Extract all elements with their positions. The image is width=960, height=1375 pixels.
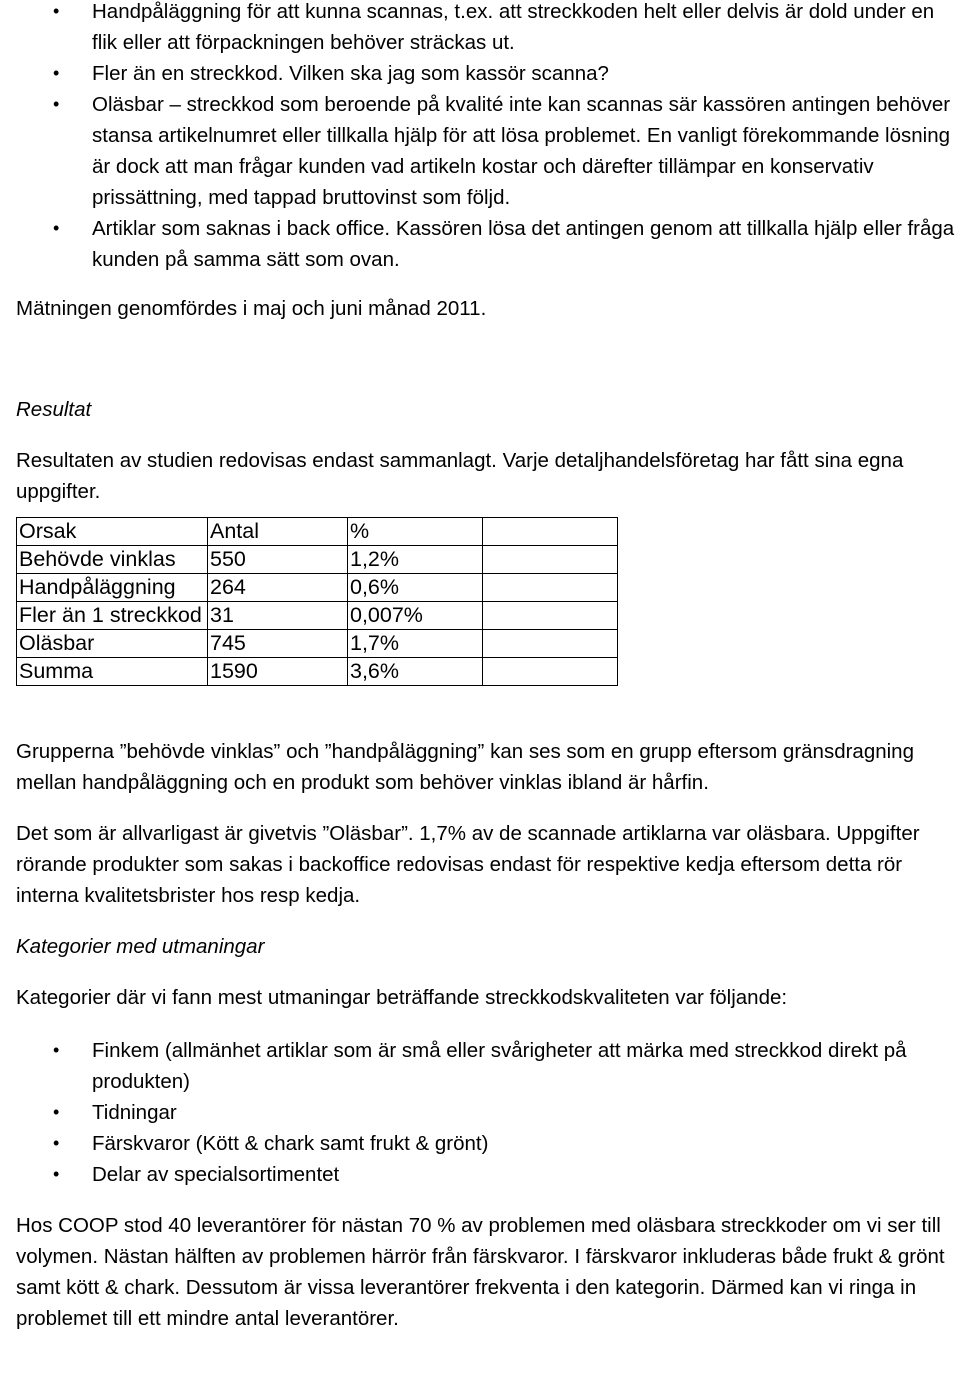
table-cell: 1,7% [348, 630, 483, 658]
table-cell: Oläsbar [17, 630, 208, 658]
table-cell: Behövde vinklas [17, 546, 208, 574]
list-item: • Finkem (allmänhet artiklar som är små eller svårigheter att märka med streckkod direkt på produkten) [16, 1035, 916, 1097]
table-header-cell: Antal [208, 518, 348, 546]
table-cell: 31 [208, 602, 348, 630]
coop-paragraph: Hos COOP stod 40 leverantörer för nästan 70 % av problemen med oläsbara streckkoder om vi ser till volymen. Nästan hälften av problemen härrör från färskvaror. I färskvaror inkluderas både frukt & grönt samt kött & chark. Dessutom är vissa leverantörer frekventa i den kategorin. Därmed kan vi ringa in problemet till ett mindre antal leverantörer. [16, 1214, 945, 1330]
table-cell: Fler än 1 streckkod [17, 602, 208, 630]
groups-paragraph: Grupperna ”behövde vinklas” och ”handpåläggning” kan ses som en grupp eftersom gränsdragning mellan handpåläggning och en produkt som behöver vinklas ibland är hårfin. [16, 740, 914, 794]
table-row [17, 602, 618, 630]
table-row [17, 574, 618, 602]
bullet-icon: • [53, 1040, 60, 1060]
categories-intro-paragraph: Kategorier där vi fann mest utmaningar beträffande streckkodskvaliteten var följande: [16, 986, 788, 1009]
table-header-cell [483, 518, 618, 546]
table-cell [483, 658, 618, 686]
table-cell [483, 630, 618, 658]
bullet-icon: • [53, 1164, 60, 1184]
bullet-icon: • [53, 1, 60, 21]
table-header-row [17, 518, 618, 546]
table-row [17, 630, 618, 658]
table-cell: 3,6% [348, 658, 483, 686]
list-item: • Fler än en streckkod. Vilken ska jag som kassör scanna? [16, 58, 960, 89]
table-cell: 0,007% [348, 602, 483, 630]
table-row [17, 546, 618, 574]
table-header-cell: Orsak [17, 518, 208, 546]
list-item: • Oläsbar – streckkod som beroende på kvalité inte kan scannas sär kassören antingen behöver stansa artikelnumret eller tillkalla hjälp för att lösa problemet. En vanligt förekommande lösning är dock att man frågar kunden vad artikeln kostar och därefter tillämpar en konservativ prissättning, med tappad bruttovinst som följd. [16, 89, 960, 213]
list-item: • Färskvaror (Kött & chark samt frukt & grönt) [16, 1128, 916, 1159]
bullet-icon: • [53, 218, 60, 238]
bullet-icon: • [53, 94, 60, 114]
table-cell: 1590 [208, 658, 348, 686]
results-heading: Resultat [16, 398, 92, 421]
bullet-icon: • [53, 63, 60, 83]
bullet-icon: • [53, 1102, 60, 1122]
list-item: • Delar av specialsortimentet [16, 1159, 916, 1190]
categories-list [16, 1035, 916, 1190]
table-cell: 264 [208, 574, 348, 602]
table-cell [483, 602, 618, 630]
measurement-paragraph: Mätningen genomfördes i maj och juni månad 2011. [16, 297, 487, 320]
results-table [16, 517, 618, 686]
table-cell: Handpåläggning [17, 574, 208, 602]
reasons-list [16, 0, 960, 275]
table-cell: 1,2% [348, 546, 483, 574]
table-cell: 0,6% [348, 574, 483, 602]
table-cell [483, 574, 618, 602]
table-header-cell: % [348, 518, 483, 546]
bullet-icon: • [53, 1133, 60, 1153]
table-cell: 745 [208, 630, 348, 658]
table-cell [483, 546, 618, 574]
list-item: • Artiklar som saknas i back office. Kassören lösa det antingen genom att tillkalla hjälp eller fråga kunden på samma sätt som ovan. [16, 213, 960, 275]
list-item: • Handpåläggning för att kunna scannas, t.ex. att streckkoden helt eller delvis är dold under en flik eller att förpackningen behöver sträckas ut. [16, 0, 960, 58]
results-intro-paragraph: Resultaten av studien redovisas endast sammanlagt. Varje detaljhandelsföretag har fått sina egna uppgifter. [16, 449, 904, 503]
table-cell: 550 [208, 546, 348, 574]
list-item: • Tidningar [16, 1097, 916, 1128]
table-row [17, 658, 618, 686]
table-cell: Summa [17, 658, 208, 686]
serious-paragraph: Det som är allvarligast är givetvis ”Oläsbar”. 1,7% av de scannade artiklarna var oläsbara. Uppgifter rörande produkter som sakas i backoffice redovisas endast för respektive kedja eftersom detta rör interna kvalitetsbrister hos resp kedja. [16, 822, 920, 907]
categories-heading: Kategorier med utmaningar [16, 935, 265, 958]
